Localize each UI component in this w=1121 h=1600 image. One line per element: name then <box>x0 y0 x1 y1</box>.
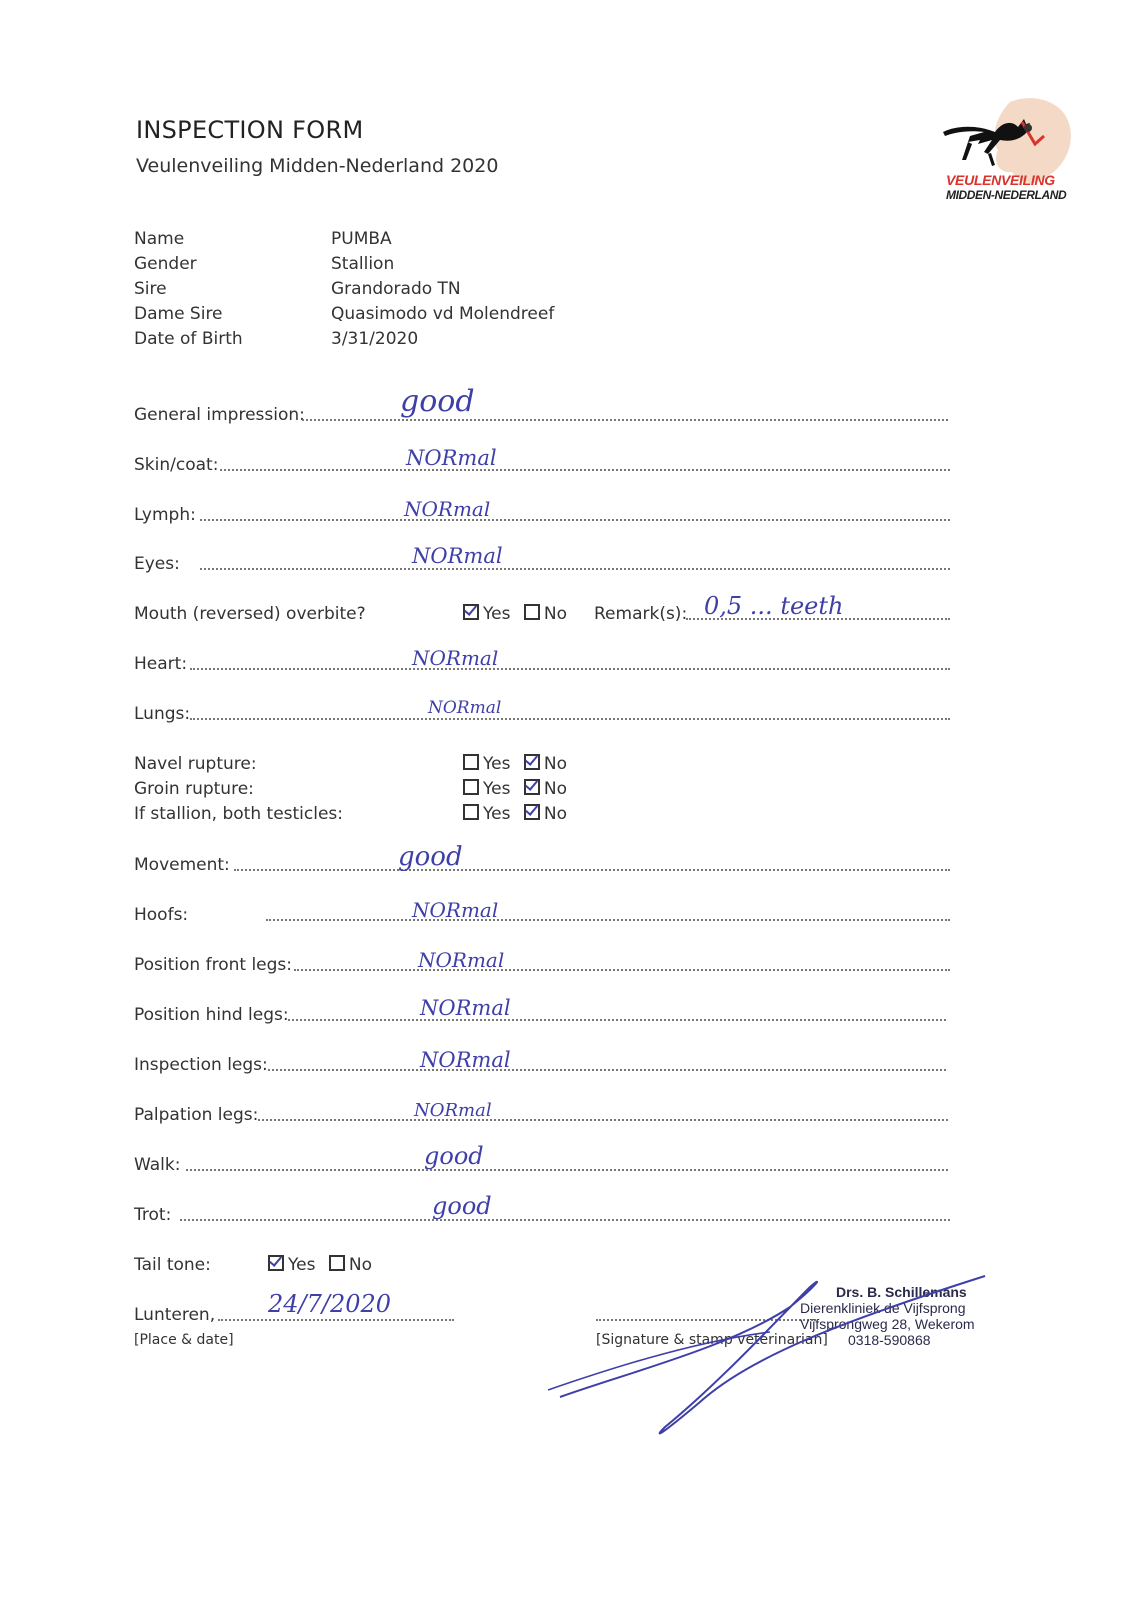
movement-value: good <box>398 842 463 872</box>
form-subtitle: Veulenveiling Midden-Nederland 2020 <box>136 155 499 177</box>
mouth-overbite-label: Mouth (reversed) overbite? <box>134 604 366 624</box>
logo-text-line1: VEULENVEILING <box>946 172 1055 188</box>
general-impression-label: General impression: <box>134 405 305 425</box>
palpation-legs-value: NORmal <box>414 1100 492 1121</box>
palpation-legs-line <box>258 1119 948 1121</box>
form-title: INSPECTION FORM <box>136 116 364 144</box>
position-front-legs-line <box>294 969 950 971</box>
groin-yes-option[interactable]: Yes <box>463 779 510 799</box>
info-label-name: Name <box>134 229 185 249</box>
lymph-line <box>200 519 950 521</box>
tail-no-option[interactable]: No <box>329 1255 372 1275</box>
position-hind-legs-value: NORmal <box>420 996 511 1020</box>
tail-tone-label: Tail tone: <box>134 1255 211 1275</box>
testicles-options <box>463 804 575 824</box>
position-hind-legs-label: Position hind legs: <box>134 1005 289 1025</box>
walk-value: good <box>424 1142 484 1170</box>
stamp-line1: Drs. B. Schillemans <box>836 1284 967 1300</box>
info-value-name: PUMBA <box>331 229 392 249</box>
hoofs-value: NORmal <box>412 898 499 922</box>
trot-label: Trot: <box>134 1205 172 1225</box>
navel-yes-checkbox[interactable] <box>463 754 479 770</box>
mouth-no-checkbox[interactable] <box>524 604 540 620</box>
skin-coat-line <box>220 469 950 471</box>
info-label-date-of-birth: Date of Birth <box>134 329 243 349</box>
eyes-value: NORmal <box>412 544 503 568</box>
testicles-no-checkbox[interactable] <box>524 804 540 820</box>
groin-rupture-options <box>463 779 575 799</box>
walk-line <box>186 1169 948 1171</box>
signature-drawing <box>540 1262 990 1442</box>
groin-no-checkbox[interactable] <box>524 779 540 795</box>
stamp-line3: Vijfsprongweg 28, Wekerom <box>800 1316 975 1332</box>
heart-line <box>190 668 950 670</box>
stamp-line2: Dierenkliniek de Vijfsprong <box>800 1300 966 1316</box>
position-front-legs-value: NORmal <box>418 948 505 972</box>
signature-hint: [Signature & stamp veterinarian] <box>596 1332 828 1348</box>
groin-rupture-label: Groin rupture: <box>134 779 254 799</box>
movement-line <box>234 869 950 871</box>
navel-rupture-options <box>463 754 575 774</box>
lymph-label: Lymph: <box>134 505 196 525</box>
position-hind-legs-line <box>288 1019 946 1021</box>
hoofs-label: Hoofs: <box>134 905 189 925</box>
navel-no-checkbox[interactable] <box>524 754 540 770</box>
info-label-dame-sire: Dame Sire <box>134 304 223 324</box>
mouth-yes-option[interactable]: Yes <box>463 604 510 624</box>
inspection-legs-line <box>268 1069 946 1071</box>
movement-label: Movement: <box>134 855 230 875</box>
general-impression-value: good <box>400 384 475 419</box>
date-value: 24/7/2020 <box>268 1290 392 1318</box>
info-value-gender: Stallion <box>331 254 395 274</box>
hoofs-line <box>266 919 950 921</box>
info-label-gender: Gender <box>134 254 197 274</box>
lungs-value: NORmal <box>428 698 502 718</box>
palpation-legs-label: Palpation legs: <box>134 1105 259 1125</box>
heart-value: NORmal <box>412 646 499 670</box>
stamp-line4: 0318-590868 <box>848 1332 931 1348</box>
tail-yes-checkbox[interactable] <box>268 1255 284 1271</box>
testicles-label: If stallion, both testicles: <box>134 804 344 824</box>
logo-text-line2: MIDDEN-NEDERLAND <box>946 188 1067 202</box>
remarks-value: 0,5 ... teeth <box>704 592 844 620</box>
info-value-dame-sire: Quasimodo vd Molendreef <box>331 304 555 324</box>
heart-label: Heart: <box>134 654 188 674</box>
mouth-no-option[interactable]: No <box>524 604 567 624</box>
position-front-legs-label: Position front legs: <box>134 955 292 975</box>
lymph-value: NORmal <box>404 497 491 521</box>
mouth-overbite-options <box>463 604 575 624</box>
lungs-line <box>190 718 950 720</box>
eyes-line <box>200 568 950 570</box>
walk-label: Walk: <box>134 1155 181 1175</box>
mouth-yes-checkbox[interactable] <box>463 604 479 620</box>
lungs-label: Lungs: <box>134 704 191 724</box>
eyes-label: Eyes: <box>134 554 180 574</box>
testicles-no-option[interactable]: No <box>524 804 567 824</box>
info-value-date-of-birth: 3/31/2020 <box>331 329 419 349</box>
navel-yes-option[interactable]: Yes <box>463 754 510 774</box>
inspection-legs-label: Inspection legs: <box>134 1055 268 1075</box>
general-impression-line <box>302 419 948 421</box>
info-value-sire: Grandorado TN <box>331 279 461 299</box>
place-label: Lunteren, <box>134 1305 216 1325</box>
inspection-legs-value: NORmal <box>420 1048 511 1072</box>
groin-yes-checkbox[interactable] <box>463 779 479 795</box>
trot-line <box>180 1219 950 1221</box>
remarks-label: Remark(s): <box>594 604 688 624</box>
place-date-hint: [Place & date] <box>134 1332 234 1348</box>
navel-no-option[interactable]: No <box>524 754 567 774</box>
place-date-line <box>218 1319 454 1321</box>
trot-value: good <box>432 1192 492 1220</box>
testicles-yes-checkbox[interactable] <box>463 804 479 820</box>
tail-tone-options <box>268 1255 380 1275</box>
skin-coat-value: NORmal <box>406 446 497 470</box>
info-label-sire: Sire <box>134 279 167 299</box>
tail-yes-option[interactable]: Yes <box>268 1255 315 1275</box>
tail-no-checkbox[interactable] <box>329 1255 345 1271</box>
groin-no-option[interactable]: No <box>524 779 567 799</box>
testicles-yes-option[interactable]: Yes <box>463 804 510 824</box>
navel-rupture-label: Navel rupture: <box>134 754 257 774</box>
skin-coat-label: Skin/coat: <box>134 455 219 475</box>
